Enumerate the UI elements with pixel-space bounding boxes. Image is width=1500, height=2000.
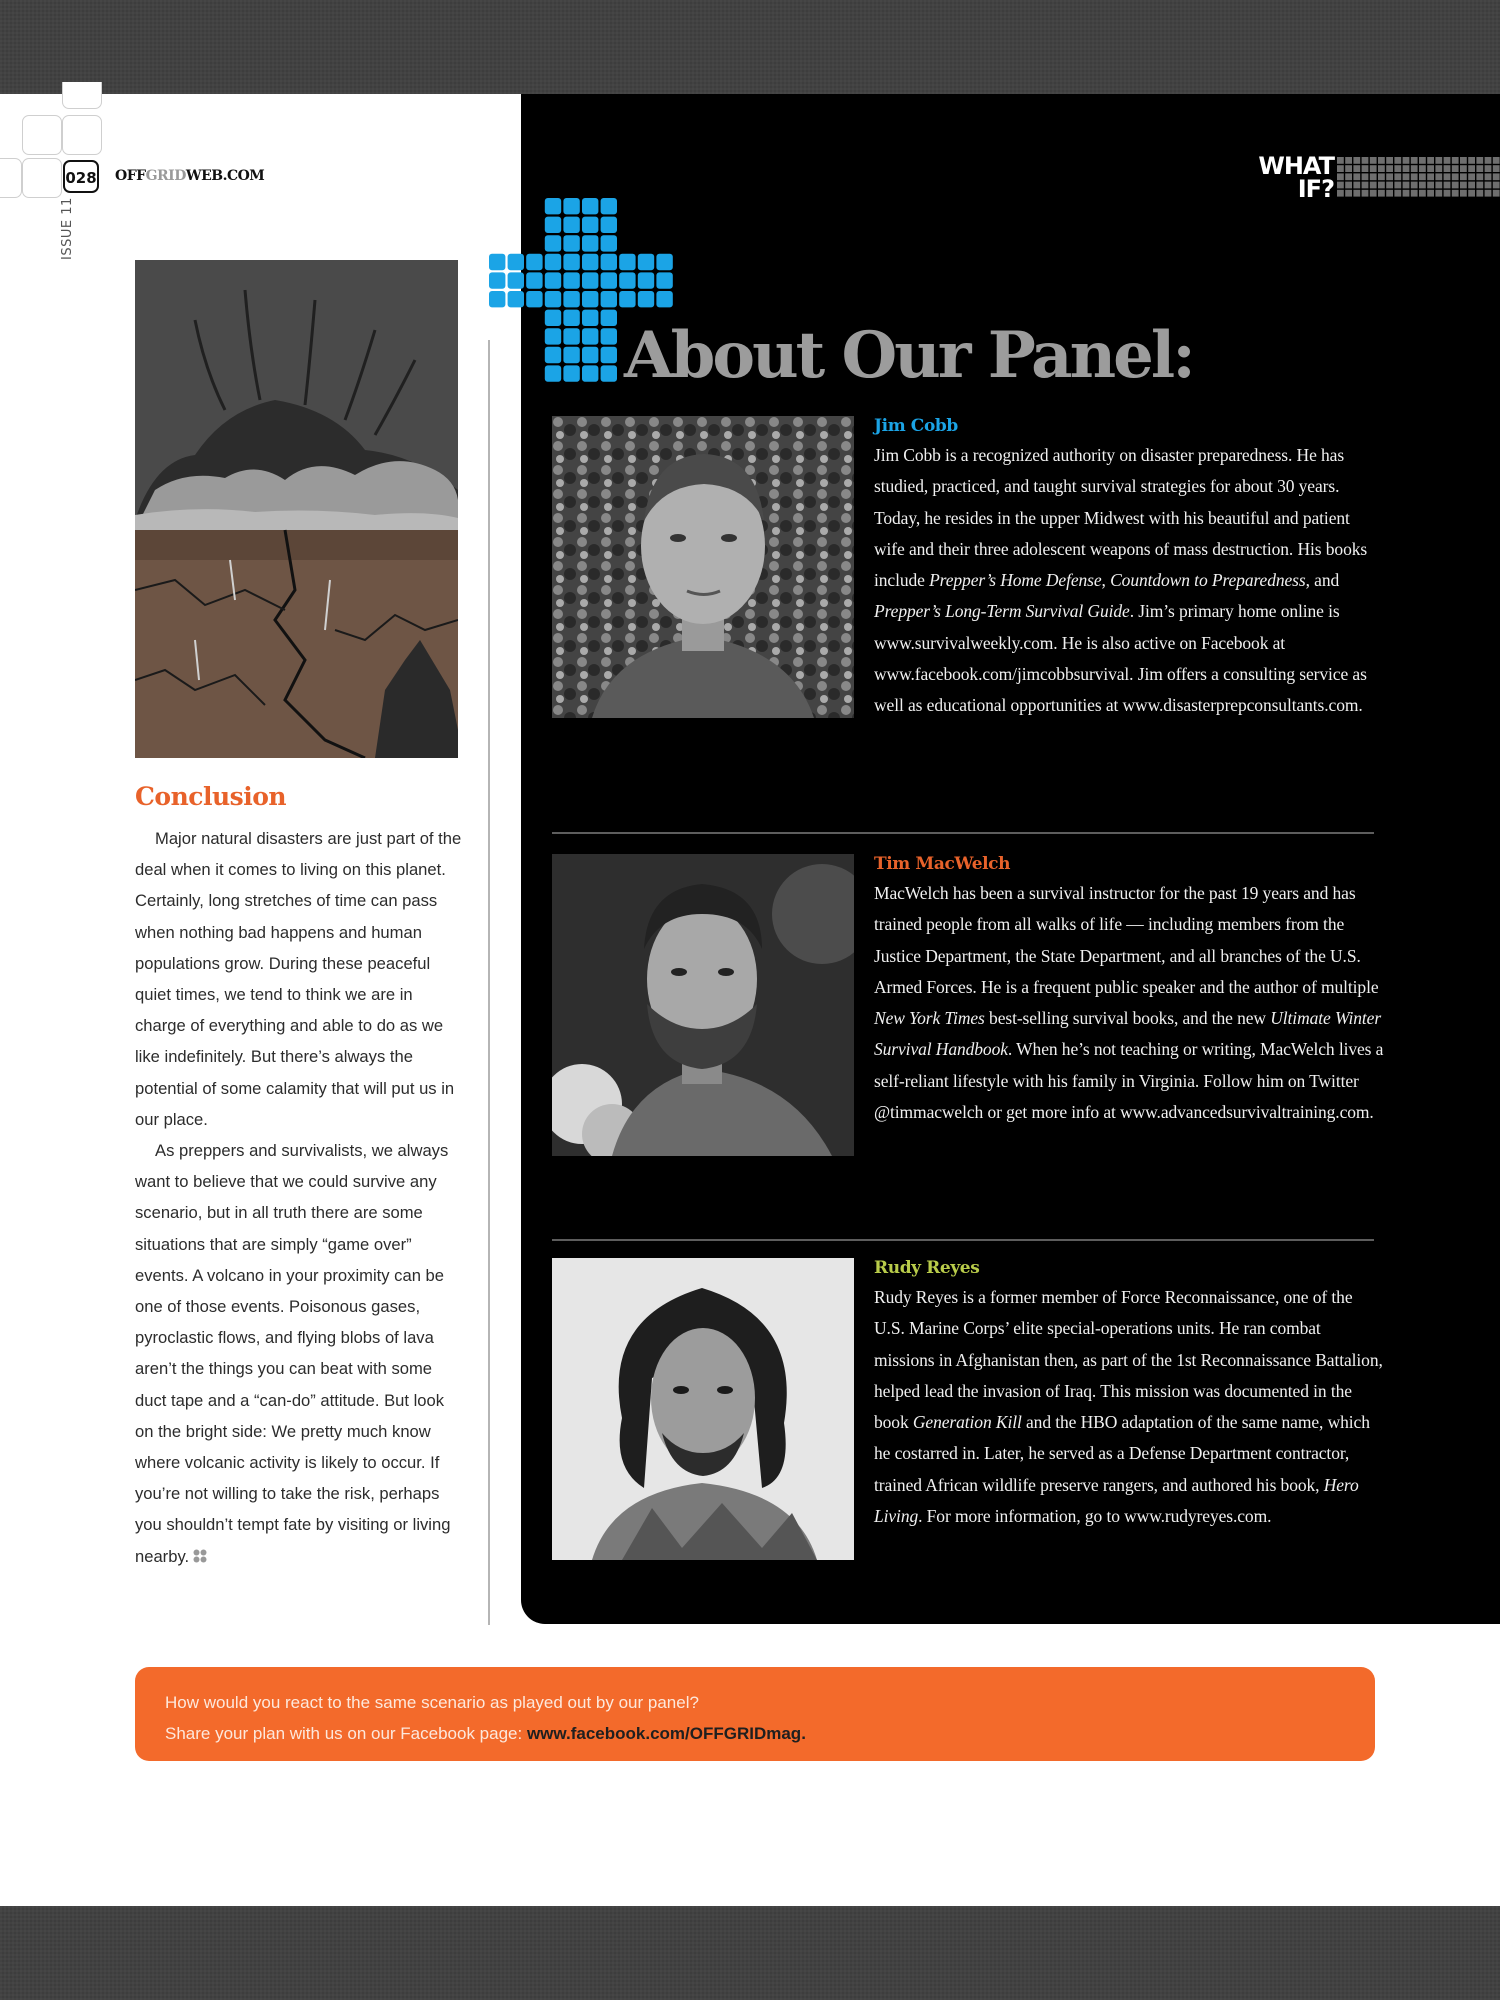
- cross-cell: [601, 365, 617, 381]
- cross-cell: [656, 291, 672, 307]
- grid-cell: [1427, 157, 1434, 164]
- grid-cell: [1362, 182, 1369, 189]
- grid-cell: [1403, 157, 1410, 164]
- what-if-tag: WHAT IF?: [1258, 152, 1334, 203]
- grid-cell: [1386, 182, 1393, 189]
- grid-cell: [1493, 157, 1500, 164]
- grid-cell: [1452, 182, 1459, 189]
- grid-cell: [1427, 182, 1434, 189]
- cross-cell: [582, 272, 598, 288]
- grid-cell: [1411, 190, 1418, 197]
- grid-cell: [1493, 173, 1500, 180]
- cross-cell: [582, 365, 598, 381]
- top-background-band: [0, 0, 1500, 94]
- grid-cell: [1452, 165, 1459, 172]
- cross-cell: [489, 272, 505, 288]
- grid-cell: [1468, 182, 1475, 189]
- cross-cell: [601, 347, 617, 363]
- cross-cell: [563, 217, 579, 233]
- grid-cell: [1353, 173, 1360, 180]
- grid-cell: [1444, 190, 1451, 197]
- grid-cell: [1493, 182, 1500, 189]
- grid-cell: [1386, 165, 1393, 172]
- grid-cell: [1345, 157, 1352, 164]
- cross-cell: [638, 291, 654, 307]
- grid-cell: [1394, 165, 1401, 172]
- grid-cell: [1427, 190, 1434, 197]
- grid-cell: [1411, 165, 1418, 172]
- grid-cell: [1468, 190, 1475, 197]
- grid-cell: [1403, 182, 1410, 189]
- grid-cell: [1386, 173, 1393, 180]
- cross-cell: [545, 235, 561, 251]
- tim-macwelch-photo: [552, 854, 854, 1156]
- grid-cell: [1452, 173, 1459, 180]
- panelist-bio: MacWelch has been a survival instructor for the past 19 years and has trained people from all walks of life — including members from the Justice Department, the State Department, and all branches of the U.S. Armed Forces. He is a frequent public speaker and the author of multiple New York Times best-selling survival books, and the new Ultimate Winter Survival Handbook. When he’s not teaching or writing, MacWelch lives a self-reliant lifestyle with his family in Virginia. Follow him on Twitter @timmacwelch or get more info at www.advancedsurvivaltraining.com.: [874, 883, 1384, 1123]
- header-deco-square: [62, 82, 102, 109]
- panelist-divider: [552, 1239, 1374, 1241]
- cross-cell: [545, 310, 561, 326]
- grid-cell: [1427, 173, 1434, 180]
- cross-cell: [545, 328, 561, 344]
- grid-cell: [1353, 165, 1360, 172]
- cross-cell: [489, 291, 505, 307]
- grid-cell: [1476, 165, 1483, 172]
- panelist-bio: Rudy Reyes is a former member of Force Reconnaissance, one of the U.S. Marine Corps’ elite special-operations units. He ran combat missions in Afghanistan then, as part of the 1st Reconnaissance Battalion, helped lead the invasion of Iraq. This mission was documented in the book Generation Kill and the HBO adaptation of the same name, which he costarred in. Later, he served as a Defense Department contractor, trained African wildlife preserve rangers, and authored his book, Hero Living. For more information, go to www.rudyreyes.com.: [874, 1287, 1383, 1527]
- grid-cell: [1378, 182, 1385, 189]
- grid-cell: [1394, 173, 1401, 180]
- grid-cell: [1476, 190, 1483, 197]
- cross-cell: [526, 291, 542, 307]
- grid-cell: [1403, 165, 1410, 172]
- grid-cell: [1337, 157, 1344, 164]
- grid-cell: [1370, 190, 1377, 197]
- grid-cell: [1345, 173, 1352, 180]
- cross-cell: [489, 254, 505, 270]
- grid-cell: [1370, 182, 1377, 189]
- cross-cell: [601, 328, 617, 344]
- grid-cell: [1444, 165, 1451, 172]
- grid-cell: [1411, 157, 1418, 164]
- grid-cell: [1493, 165, 1500, 172]
- cross-cell: [582, 198, 598, 214]
- end-mark-icon: [193, 1549, 207, 1563]
- volcano-illustration: [135, 260, 458, 758]
- header-deco-square: [22, 115, 62, 155]
- cross-cell: [619, 272, 635, 288]
- grid-cell: [1362, 165, 1369, 172]
- grid-cell: [1460, 182, 1467, 189]
- cross-cell: [619, 291, 635, 307]
- grid-cell: [1435, 182, 1442, 189]
- grid-cell: [1419, 165, 1426, 172]
- cross-cell: [656, 272, 672, 288]
- grid-cell: [1485, 190, 1492, 197]
- grid-cell: [1435, 190, 1442, 197]
- grid-cell: [1452, 190, 1459, 197]
- cross-cell: [545, 217, 561, 233]
- panelist-bio: Jim Cobb is a recognized authority on disaster preparedness. He has studied, practiced, and taught survival strategies for about 30 years. Today, he resides in the upper Midwest with his beautiful and patient wife and their three adolescent weapons of mass destruction. His books include Prepper’s Home Defense, Countdown to Preparedness, and Prepper’s Long-Term Survival Guide. Jim’s primary home online is www.survivalweekly.com. He is also active on Facebook at www.facebook.com/jimcobbsurvival. Jim offers a consulting service as well as educational opportunities at www.disasterprepconsultants.com.: [874, 445, 1368, 716]
- grid-cell: [1370, 157, 1377, 164]
- grid-cell: [1394, 157, 1401, 164]
- cross-cell: [563, 254, 579, 270]
- cross-cell: [545, 254, 561, 270]
- grid-cell: [1427, 165, 1434, 172]
- grid-cell: [1362, 190, 1369, 197]
- cross-cell: [582, 217, 598, 233]
- grid-cell: [1403, 173, 1410, 180]
- cross-cell: [526, 254, 542, 270]
- grid-cell: [1345, 190, 1352, 197]
- cross-cell: [601, 310, 617, 326]
- grid-cell: [1353, 157, 1360, 164]
- cross-cell: [601, 272, 617, 288]
- panelist-name: Rudy Reyes: [874, 1258, 980, 1278]
- facebook-cta-banner: [135, 1667, 1375, 1761]
- panelist-divider: [552, 832, 1374, 834]
- cross-cell: [582, 328, 598, 344]
- cross-cell: [508, 291, 524, 307]
- cross-cell: [545, 198, 561, 214]
- bottom-background-band: [0, 1906, 1500, 2000]
- conclusion-paragraph: Major natural disasters are just part of the deal when it comes to living on this planet. Certainly, long stretches of time can pass when nothing bad happens and human populations grow. During these peaceful quiet times, we tend to think we are in charge of everything and able to do as we like indefinitely. But there’s always the potential of some calamity that will put us in our place.: [135, 829, 462, 1129]
- grid-cell: [1435, 157, 1442, 164]
- header-deco-square: [0, 158, 22, 198]
- cross-cell: [508, 254, 524, 270]
- cross-cell: [563, 291, 579, 307]
- cross-cell: [601, 198, 617, 214]
- grid-cell: [1370, 173, 1377, 180]
- panelist-name: Tim MacWelch: [874, 854, 1011, 874]
- cross-cell: [545, 365, 561, 381]
- conclusion-paragraph: As preppers and survivalists, we always want to believe that we could survive any scenario, but in all truth there are some situations that are simply “game over” events. A volcano in your proximity can be one of those events. Poisonous gases, pyroclastic flows, and flying blobs of lava aren’t the things you can beat with some duct tape and a “can-do” attitude. But look on the bright side: We pretty much know where volcanic activity is likely to occur. If you’re not willing to take the risk, perhaps you shouldn’t tempt fate by visiting or living nearby.: [135, 1141, 451, 1566]
- grid-cell: [1419, 157, 1426, 164]
- grid-cell: [1444, 157, 1451, 164]
- grid-cell: [1394, 182, 1401, 189]
- cross-cell: [563, 198, 579, 214]
- cross-cell: [563, 235, 579, 251]
- grid-cell: [1337, 182, 1344, 189]
- grid-cell: [1444, 173, 1451, 180]
- cross-cell: [601, 291, 617, 307]
- header-deco-square: [62, 115, 102, 155]
- cross-cell: [601, 254, 617, 270]
- issue-label: ISSUE 11: [60, 197, 75, 260]
- grid-cell: [1394, 190, 1401, 197]
- cross-cell: [638, 272, 654, 288]
- cross-cell: [526, 272, 542, 288]
- rudy-reyes-photo: [552, 1258, 854, 1560]
- cross-cell: [563, 365, 579, 381]
- grid-cell: [1476, 173, 1483, 180]
- cross-cell: [582, 254, 598, 270]
- cross-cell: [656, 254, 672, 270]
- cross-cell: [638, 254, 654, 270]
- grid-cell: [1485, 165, 1492, 172]
- jim-cobb-bio: [874, 416, 1384, 722]
- site-name: OFFGRIDWEB.COM: [115, 168, 265, 184]
- cta-line-1: How would you react to the same scenario as played out by our panel?: [165, 1693, 699, 1712]
- grid-cell: [1435, 173, 1442, 180]
- cross-cell: [582, 291, 598, 307]
- cross-cell: [563, 272, 579, 288]
- tim-macwelch-bio: [874, 854, 1384, 1128]
- grid-cell: [1444, 182, 1451, 189]
- grid-cell: [1460, 157, 1467, 164]
- cross-cell: [545, 272, 561, 288]
- grid-cell: [1476, 157, 1483, 164]
- cross-cell: [582, 235, 598, 251]
- grid-cell: [1493, 190, 1500, 197]
- panel-title: About Our Panel:: [624, 318, 1193, 393]
- cross-cell: [545, 291, 561, 307]
- grid-cell: [1378, 157, 1385, 164]
- grid-cell: [1419, 182, 1426, 189]
- grid-cell: [1485, 182, 1492, 189]
- cta-line-2: Share your plan with us on our Facebook page: www.facebook.com/OFFGRIDmag.: [165, 1724, 806, 1743]
- cross-cell: [619, 254, 635, 270]
- cross-cell: [582, 347, 598, 363]
- rudy-reyes-bio: [874, 1258, 1384, 1532]
- grid-cell: [1337, 190, 1344, 197]
- conclusion-heading: Conclusion: [135, 782, 287, 811]
- grid-cell: [1411, 173, 1418, 180]
- grid-cell: [1345, 165, 1352, 172]
- grid-cell: [1386, 190, 1393, 197]
- column-divider: [488, 340, 490, 1625]
- grid-cell: [1468, 173, 1475, 180]
- grid-cell: [1345, 182, 1352, 189]
- grid-cell: [1353, 182, 1360, 189]
- grid-cell: [1353, 190, 1360, 197]
- jim-cobb-photo: [552, 416, 854, 718]
- grid-cell: [1378, 173, 1385, 180]
- grid-cell: [1468, 165, 1475, 172]
- page-number: 028: [63, 160, 99, 193]
- grid-cell: [1460, 173, 1467, 180]
- grid-cell: [1370, 165, 1377, 172]
- cross-cell: [563, 310, 579, 326]
- grid-cell: [1435, 165, 1442, 172]
- grid-cell: [1378, 190, 1385, 197]
- grid-cell: [1386, 157, 1393, 164]
- grid-cell: [1460, 165, 1467, 172]
- grid-cell: [1452, 157, 1459, 164]
- conclusion-column: [135, 782, 465, 1572]
- cross-cell: [601, 217, 617, 233]
- grid-cell: [1411, 182, 1418, 189]
- cross-cell: [563, 328, 579, 344]
- grid-cell: [1468, 157, 1475, 164]
- grid-cell: [1419, 173, 1426, 180]
- facebook-link[interactable]: www.facebook.com/OFFGRIDmag.: [526, 1724, 806, 1743]
- grid-cell: [1378, 165, 1385, 172]
- cross-cell: [563, 347, 579, 363]
- panelist-name: Jim Cobb: [874, 416, 958, 436]
- cross-cell: [508, 272, 524, 288]
- what-if-grid-icon: [1337, 157, 1500, 197]
- grid-cell: [1476, 182, 1483, 189]
- grid-cell: [1485, 173, 1492, 180]
- grid-cell: [1362, 157, 1369, 164]
- grid-cell: [1485, 157, 1492, 164]
- grid-cell: [1419, 190, 1426, 197]
- grid-cell: [1362, 173, 1369, 180]
- cross-cell: [545, 347, 561, 363]
- grid-cell: [1337, 173, 1344, 180]
- header-deco-square: [22, 158, 62, 198]
- grid-cell: [1337, 165, 1344, 172]
- cross-cell: [601, 235, 617, 251]
- cross-cell: [582, 310, 598, 326]
- grid-cell: [1460, 190, 1467, 197]
- grid-cell: [1403, 190, 1410, 197]
